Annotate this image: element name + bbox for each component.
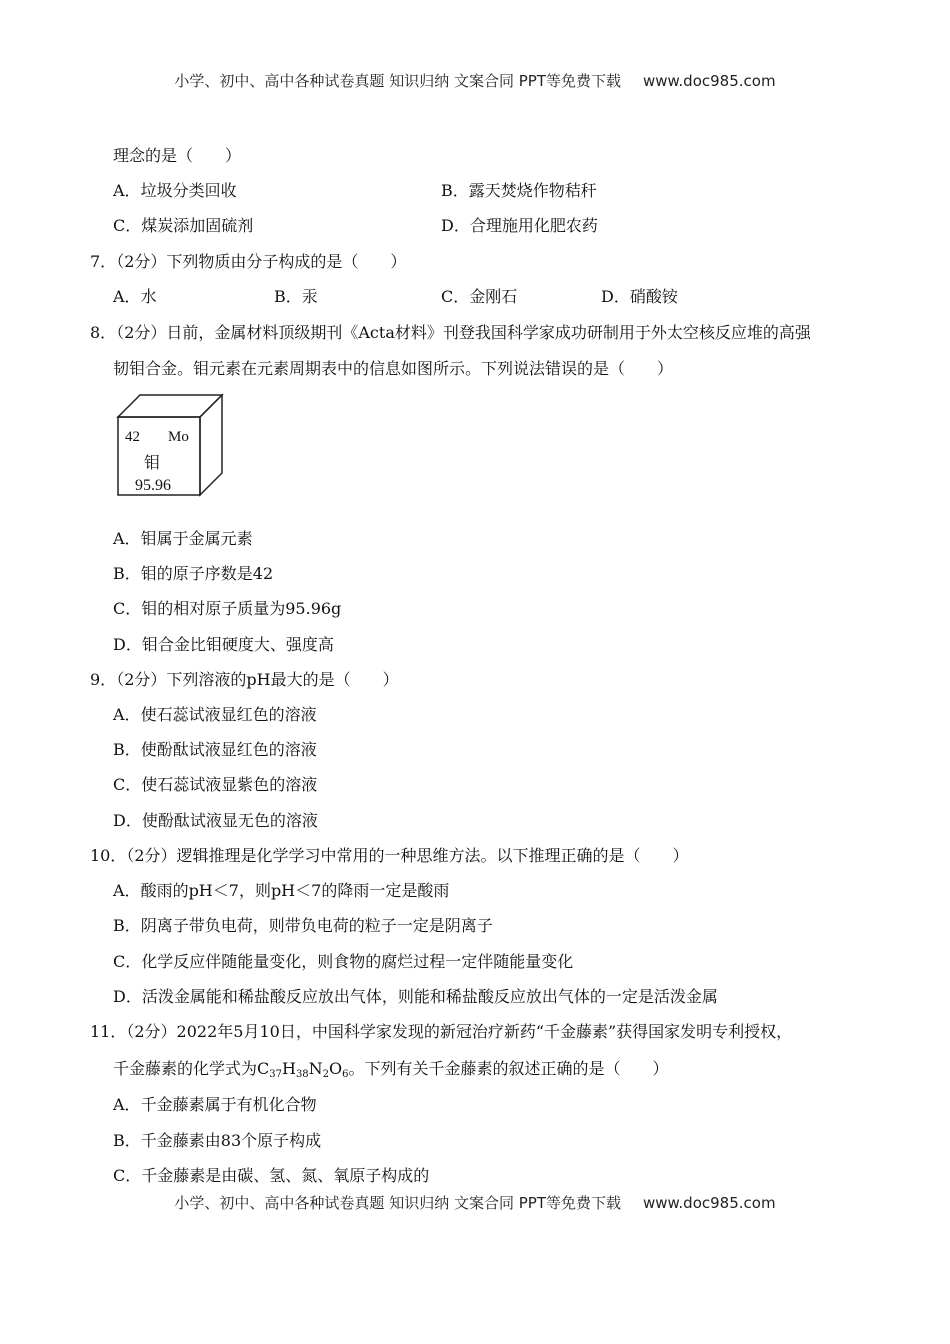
q6-option-c: C．煤炭添加固硫剂 — [113, 216, 254, 235]
page-footer-banner — [0, 1192, 950, 1213]
q7-option-c: C．金刚石 — [441, 287, 518, 306]
q8-option-a: A．钼属于金属元素 — [113, 529, 253, 548]
q9-option-a: A．使石蕊试液显红色的溶液 — [113, 705, 317, 724]
element-name: 钼 — [144, 453, 161, 472]
banner-text: 小学、初中、高中各种试卷真题 知识归纳 文案合同 PPT等免费下载 — [174, 1194, 621, 1212]
q11-option-a: A．千金藤素属于有机化合物 — [113, 1095, 317, 1114]
q6-option-d: D．合理施用化肥农药 — [441, 216, 598, 235]
q8-stem-line1: 8．（2分）日前，金属材料顶级期刊《Acta材料》刊登我国科学家成功研制用于外太空核反应堆的高强 — [90, 323, 811, 342]
q7-option-a: A．水 — [113, 287, 157, 306]
q11-stem-line2: 千金藤素的化学式为$C_{37}H_{38}N_2O_6$。下列有关千金藤素的叙述正确的是（ ） — [113, 1059, 669, 1080]
element-atomic-number: 42 — [125, 429, 140, 445]
molybdenum-element-card — [116, 393, 224, 497]
q8-option-d: D．钼合金比钼硬度大、强度高 — [113, 635, 334, 654]
q7-option-b: B．汞 — [274, 287, 318, 306]
q7-stem: 7．（2分）下列物质由分子构成的是（ ） — [90, 252, 407, 271]
q10-stem: 10．（2分）逻辑推理是化学学习中常用的一种思维方法。以下推理正确的是（ ） — [90, 846, 689, 865]
q11-stem-line1: 11．（2分）2022年5月10日，中国科学家发现的新冠治疗新药“千金藤素”获得国家发明专利授权， — [90, 1022, 793, 1041]
q6-option-b: B．露天焚烧作物秸秆 — [441, 181, 597, 200]
q7-option-d: D．硝酸铵 — [601, 287, 678, 306]
q8-stem-line2: 韧钼合金。钼元素在元素周期表中的信息如图所示。下列说法错误的是（ ） — [113, 359, 674, 378]
q9-stem: 9．（2分）下列溶液的pH最大的是（ ） — [90, 670, 399, 689]
element-symbol: Mo — [168, 429, 189, 445]
q6-stem-tail: 理念的是（ ） — [113, 146, 242, 165]
q8-option-c: C．钼的相对原子质量为95.96g — [113, 599, 342, 618]
element-atomic-mass: 95.96 — [135, 477, 171, 494]
q10-option-c: C．化学反应伴随能量变化，则食物的腐烂过程一定伴随能量变化 — [113, 952, 574, 971]
q9-option-b: B．使酚酞试液显红色的溶液 — [113, 740, 317, 759]
q10-option-a: A．酸雨的pH＜7，则pH＜7的降雨一定是酸雨 — [113, 881, 450, 900]
page-header-banner — [0, 70, 950, 91]
q9-option-d: D．使酚酞试液显无色的溶液 — [113, 811, 318, 830]
banner-text: 小学、初中、高中各种试卷真题 知识归纳 文案合同 PPT等免费下载 — [174, 72, 621, 90]
q8-option-b: B．钼的原子序数是42 — [113, 564, 274, 583]
q10-option-b: B．阴离子带负电荷，则带负电荷的粒子一定是阴离子 — [113, 916, 493, 935]
q11-option-c: C．千金藤素是由碳、氢、氮、氧原子构成的 — [113, 1166, 430, 1185]
q10-option-d: D．活泼金属能和稀盐酸反应放出气体，则能和稀盐酸反应放出气体的一定是活泼金属 — [113, 987, 718, 1006]
banner-site: www.doc985.com — [642, 72, 776, 90]
q9-option-c: C．使石蕊试液显紫色的溶液 — [113, 775, 318, 794]
q6-option-a: A．垃圾分类回收 — [113, 181, 237, 200]
q11-option-b: B．千金藤素由83个原子构成 — [113, 1131, 322, 1150]
banner-site: www.doc985.com — [642, 1194, 776, 1212]
